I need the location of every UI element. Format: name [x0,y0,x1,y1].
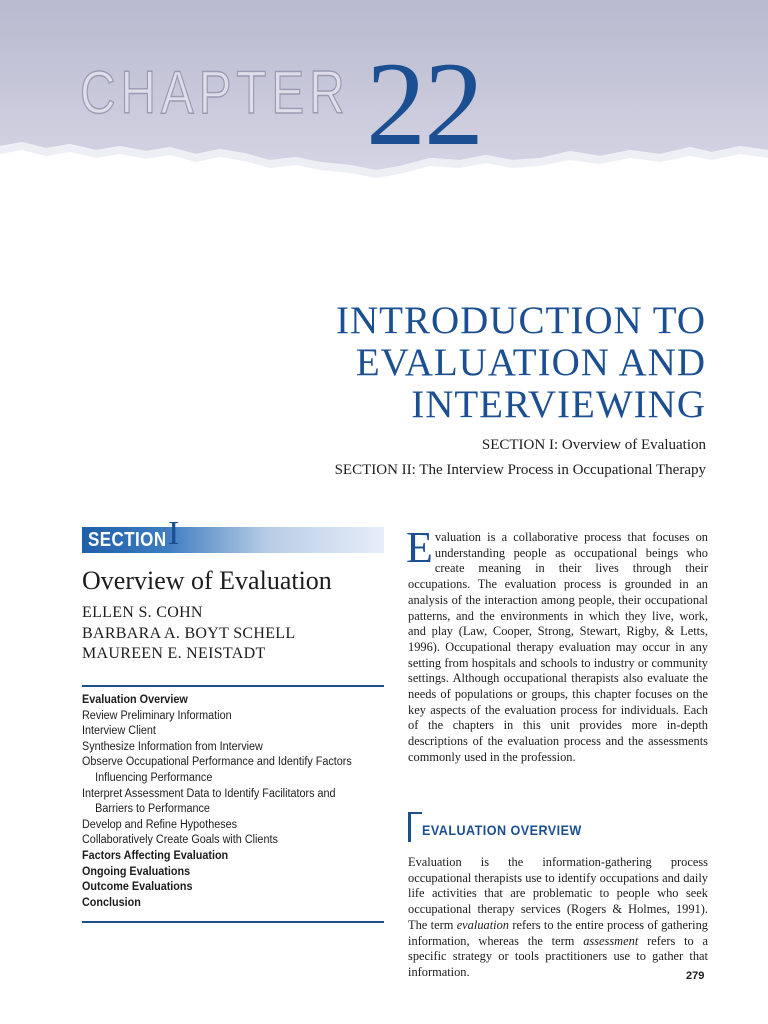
page-number: 279 [686,970,705,982]
toc-item: Observe Occupational Performance and Identify Factors [82,756,352,769]
author-2: BARBARA A. BOYT SCHELL [82,625,296,642]
heading-accent-line [408,812,422,814]
drop-cap: E [406,523,433,572]
toc-bottom-rule [82,921,384,923]
evaluation-overview-heading: EVALUATION OVERVIEW [422,822,582,838]
toc-item: Interpret Assessment Data to Identify Facilitators and [82,787,336,800]
toc-item: Conclusion [82,896,141,909]
section-banner-word: SECTION [88,529,167,551]
eo-text-1: Evaluation is the information-gathering process occupational therapists use to identify occupations and daily life activities that are problematic to people who seek occupational therapy services (Rogers & Holmes, 1991). The term [408,855,708,932]
toc-item: Ongoing Evaluations [82,865,191,878]
section-heading: Overview of Evaluation [82,566,332,595]
section-outline [82,693,364,911]
term-assessment: assessment [583,933,639,948]
toc-item: Develop and Refine Hypotheses [82,818,238,831]
heading-accent-bar [408,812,411,842]
toc-item: Influencing Performance [95,771,213,784]
toc-item: Evaluation Overview [82,694,188,706]
evaluation-overview-paragraph [408,855,708,981]
term-evaluation: evaluation [456,917,509,932]
toc-item: Review Preliminary Information [82,709,232,722]
toc-item: Synthesize Information from Interview [82,740,263,753]
chapter-word: CHAPTER [80,59,350,126]
intro-paragraph [406,523,708,766]
toc-item: Factors Affecting Evaluation [82,849,229,862]
toc-item: Collaboratively Create Goals with Clients [82,834,278,847]
section-list-item-1: SECTION I: Overview of Evaluation [481,437,706,453]
author-1: ELLEN S. COHN [82,604,203,621]
chapter-title-line-1: INTRODUCTION TO [336,299,706,342]
toc-item: Interview Client [82,725,156,738]
author-3: MAUREEN E. NEISTADT [82,645,266,662]
toc-item: Outcome Evaluations [82,881,193,894]
section-list-item-2: SECTION II: The Interview Process in Occupational Therapy [334,462,706,478]
intro-text: valuation is a collaborative process that focuses on understanding people as occupational beings who create meaning in their lives through their occupations. The evaluation process is grounded in an analysis of the interaction among people, their occupational patterns, and the environments in which they live, work, and play (Law, Cooper, Strong, Stewart, Rigby, & Letts, 1996). Occupational therapy evaluation may occur in any setting from hospitals and schools to industry or community settings. Although occupational therapists also evaluate the needs of populations or groups, this chapter focuses on the key aspects of the evaluation process for individuals. Each of the chapters in this unit provides more in-depth descriptions of the evaluation process and the assessments commonly used in the profession. [408,530,708,764]
chapter-title-line-2: EVALUATION AND [355,341,706,384]
eo-text-3: refers to a specific strategy or tools practitioners use to gather that information. [408,933,708,979]
section-banner-numeral: I [168,515,180,552]
chapter-title-line-3: INTERVIEWING [411,383,706,426]
toc-item: Barriers to Performance [95,803,210,816]
eo-text-2: refers to the entire process of gathering information, whereas the term [408,917,708,948]
chapter-number: 22 [366,37,482,170]
toc-top-rule [82,685,384,687]
